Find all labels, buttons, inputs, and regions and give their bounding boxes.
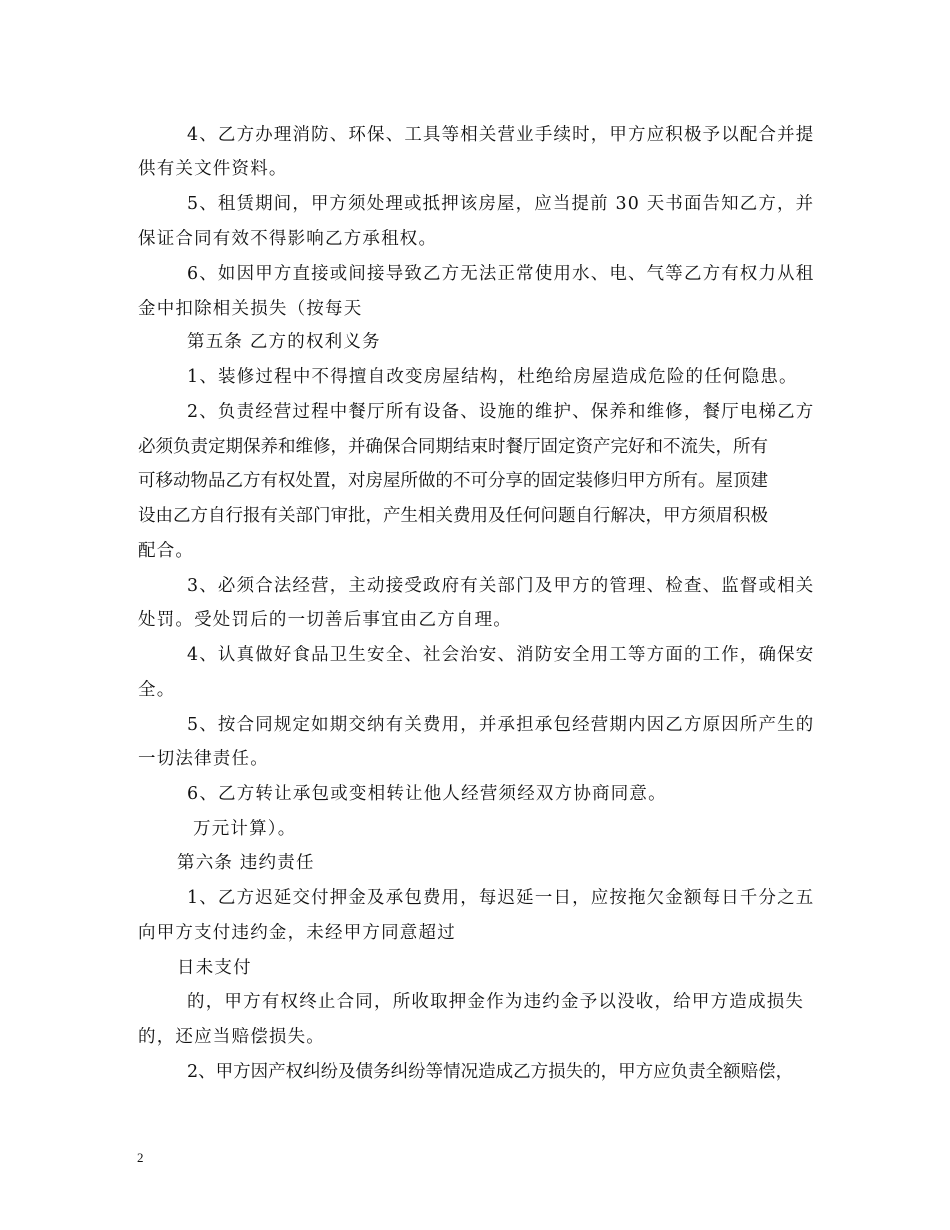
- text-line: 供有关文件资料。: [138, 159, 288, 179]
- text-line: 万元计算）。: [193, 819, 297, 839]
- page-number: 2: [137, 1150, 144, 1165]
- text-line: 6、乙方转让承包或变相转让他人经营须经双方协商同意。: [187, 784, 667, 804]
- text-line: 的，甲方有权终止合同，所收取押金作为违约金予以没收，给甲方造成损失: [187, 992, 805, 1012]
- text-line: 2、负责经营过程中餐厅所有设备、设施的维护、保养和维修，餐厅电梯乙方: [187, 402, 815, 422]
- section-heading: 第五条 乙方的权利义务: [187, 332, 381, 352]
- text-line: 1、乙方迟延交付押金及承包费用，每迟延一日，应按拖欠金额每日千分之五: [187, 888, 815, 908]
- text-line: 5、租赁期间，甲方须处理或抵押该房屋，应当提前 30 天书面告知乙方，并: [187, 194, 815, 214]
- text-line: 5、按合同规定如期交纳有关费用，并承担承包经营期内因乙方原因所产生的: [187, 715, 815, 735]
- text-line: 2、甲方因产权纠纷及债务纠纷等情况造成乙方损失的，甲方应负责全额赔偿，: [187, 1062, 794, 1082]
- text-line: 向甲方支付违约金，未经甲方同意超过: [138, 923, 456, 943]
- text-line: 处罚。受处罚后的一切善后事宜由乙方自理。: [138, 610, 512, 630]
- text-line: 必须负责定期保养和维修，并确保合同期结束时餐厅固定资产完好和不流失，所有: [138, 437, 768, 457]
- text-line: 1、装修过程中不得擅自改变房屋结构，杜绝给房屋造成危险的任何隐患。: [187, 367, 798, 387]
- text-line: 6、如因甲方直接或间接导致乙方无法正常使用水、电、气等乙方有权力从租: [187, 264, 815, 284]
- text-line: 3、必须合法经营，主动接受政府有关部门及甲方的管理、检查、监督或相关: [187, 576, 815, 596]
- text-line: 保证合同有效不得影响乙方承租权。: [138, 229, 438, 249]
- text-line: 配合。: [138, 541, 195, 561]
- text-line: 金中扣除相关损失（按每天: [138, 299, 363, 319]
- text-line: 设由乙方自行报有关部门审批，产生相关费用及任何问题自行解决，甲方须眉积极: [138, 506, 768, 526]
- text-line: 4、乙方办理消防、环保、工具等相关营业手续时，甲方应积极予以配合并提: [187, 125, 815, 145]
- text-line: 的，还应当赔偿损失。: [138, 1027, 325, 1047]
- text-line: 日未支付: [177, 958, 252, 978]
- text-line: 全。: [138, 680, 176, 700]
- section-heading: 第六条 违约责任: [177, 853, 315, 873]
- text-line: 一切法律责任。: [138, 749, 269, 769]
- text-line: 可移动物品乙方有权处置，对房屋所做的不可分享的固定装修归甲方所有。屋顶建: [138, 471, 768, 491]
- text-line: 4、认真做好食品卫生安全、社会治安、消防安全用工等方面的工作，确保安: [187, 645, 815, 665]
